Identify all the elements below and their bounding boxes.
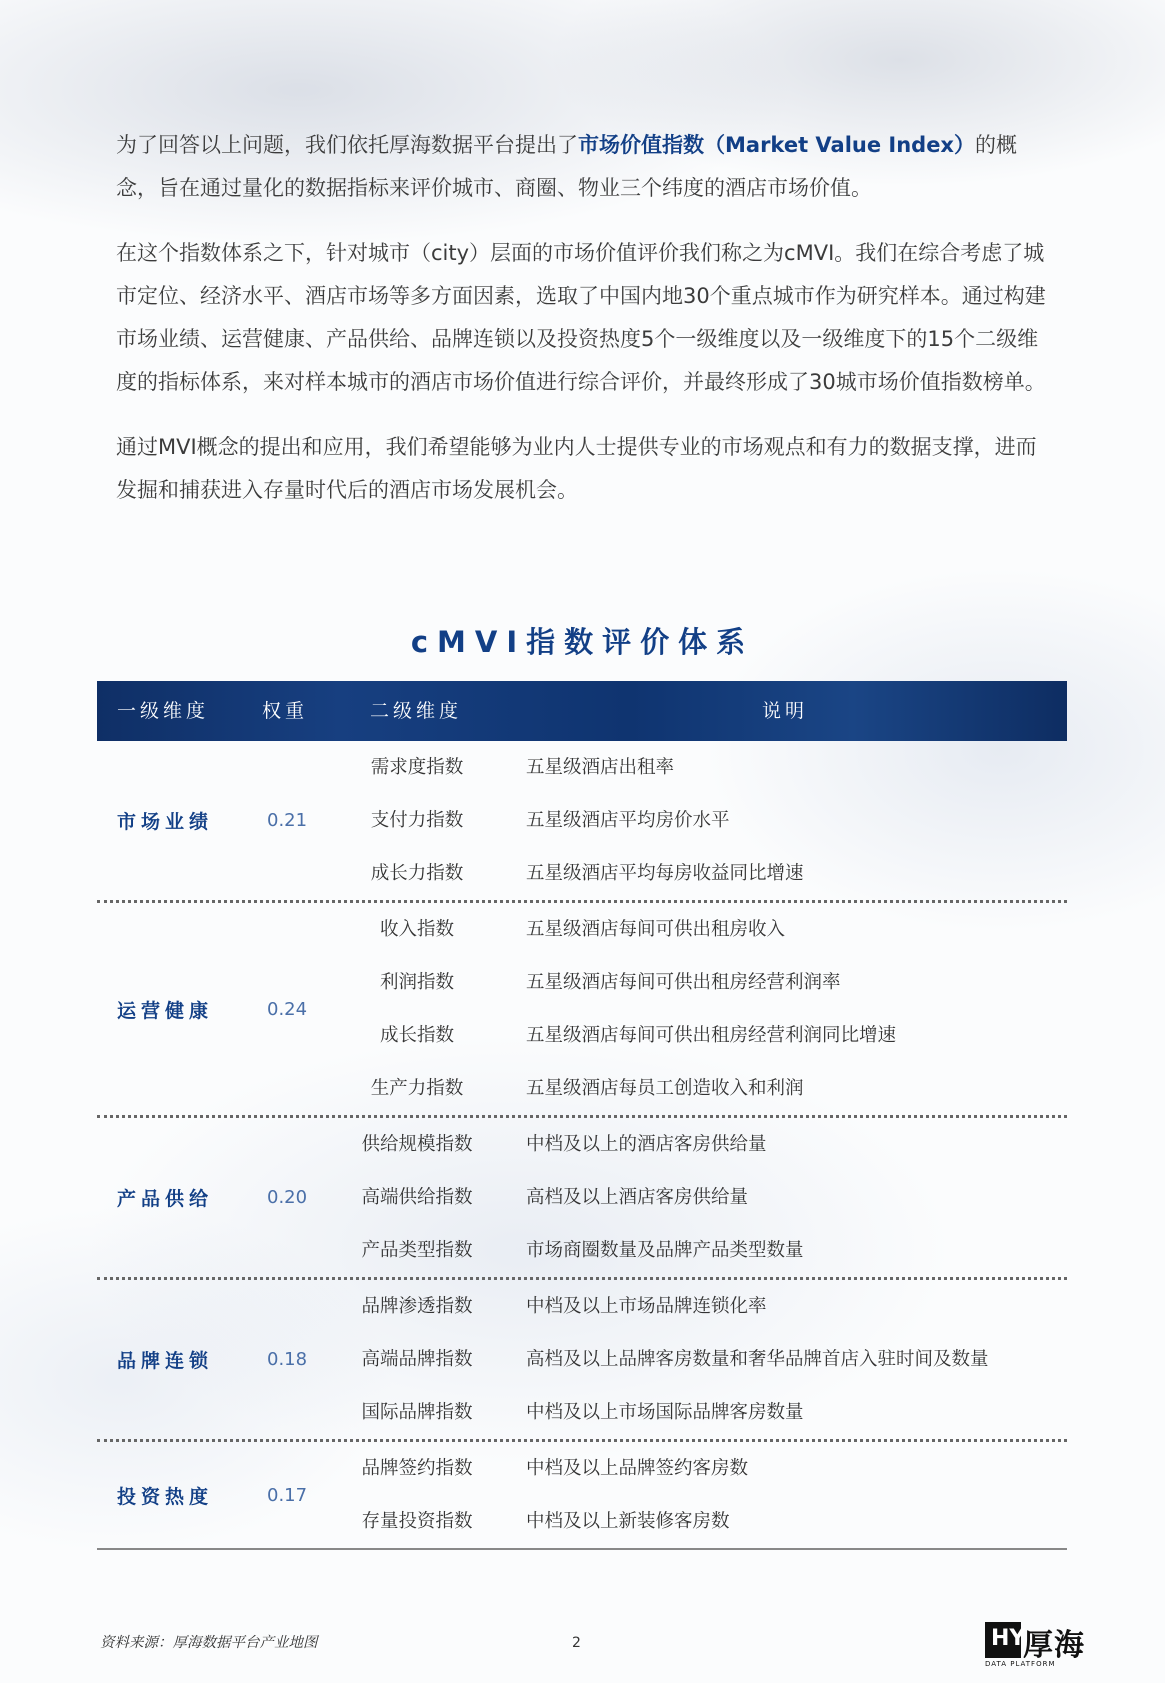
footer-source: 资料来源：厚海数据平台产业地图 bbox=[100, 1635, 318, 1651]
table-row bbox=[97, 1224, 1067, 1277]
dimension-weight: 0.18 bbox=[267, 1349, 308, 1370]
level2-dimension: 成长力指数 bbox=[370, 863, 464, 884]
level2-dimension: 高端品牌指数 bbox=[361, 1349, 473, 1370]
dimension-description: 中档及以上品牌签约客房数 bbox=[526, 1458, 749, 1479]
dimension-description: 五星级酒店平均房价水平 bbox=[526, 810, 730, 831]
table-row bbox=[97, 794, 1067, 847]
level2-dimension: 利润指数 bbox=[379, 972, 454, 993]
table-row bbox=[97, 741, 1067, 794]
dimension-description: 高档及以上酒店客房供给量 bbox=[526, 1187, 749, 1208]
level2-dimension: 品牌签约指数 bbox=[361, 1458, 473, 1479]
table-group bbox=[97, 903, 1067, 1118]
intro-paragraph-2: 在这个指数体系之下，针对城市（city）层面的市场价值评价我们称之为cMVI。我们在综合考虑了城市定位、经济水平、酒店市场等多方面因素，选取了中国内地30个重点城市作为研究样本。通过构建市场业绩、运营健康、产品供给、品牌连锁以及投资热度5个一级维度以及一级维度下的15个二级维度的指标体系，来对样本城市的酒店市场价值进行综合评价，并最终形成了30城市场价值指数榜单。 bbox=[116, 241, 1046, 394]
table-row bbox=[97, 1009, 1067, 1062]
header-weight: 权重 bbox=[262, 700, 309, 722]
table-group bbox=[97, 1280, 1067, 1442]
level1-dimension: 投资热度 bbox=[117, 1485, 214, 1508]
level2-dimension: 产品类型指数 bbox=[361, 1240, 473, 1261]
header-level2: 二级维度 bbox=[370, 700, 463, 722]
logo-name: 厚海 bbox=[1023, 1628, 1085, 1663]
table-row bbox=[97, 1495, 1067, 1548]
dimension-weight: 0.20 bbox=[267, 1187, 308, 1208]
intro-paragraph-1 bbox=[116, 124, 1054, 210]
table-row bbox=[97, 903, 1067, 956]
table-row bbox=[97, 847, 1067, 900]
level2-dimension: 存量投资指数 bbox=[361, 1511, 473, 1532]
table-group bbox=[97, 741, 1067, 903]
dimension-weight: 0.21 bbox=[267, 810, 308, 831]
dimension-description: 中档及以上新装修客房数 bbox=[526, 1511, 730, 1532]
intro-paragraph-3: 通过MVI概念的提出和应用，我们希望能够为业内人士提供专业的市场观点和有力的数据支撑，进而发掘和捕获进入存量时代后的酒店市场发展机会。 bbox=[116, 435, 1037, 502]
cmvi-table bbox=[97, 681, 1067, 1550]
intro-p1-text-end: 的概念，旨在通过量化的数据指标来评价城市、商圈、物业三个纬度的酒店市场价值。 bbox=[116, 133, 1017, 200]
dimension-weight: 0.17 bbox=[267, 1484, 308, 1506]
dimension-description: 市场商圈数量及品牌产品类型数量 bbox=[526, 1240, 804, 1261]
dimension-description: 高档及以上品牌客房数量和奢华品牌首店入驻时间及数量 bbox=[526, 1349, 989, 1370]
intro-text bbox=[116, 124, 1054, 534]
dimension-description: 中档及以上市场国际品牌客房数量 bbox=[526, 1402, 804, 1423]
level2-dimension: 生产力指数 bbox=[370, 1078, 464, 1099]
table-group bbox=[97, 1442, 1067, 1550]
table-row bbox=[97, 1442, 1067, 1495]
table-body bbox=[97, 741, 1067, 1550]
header-level1: 一级维度 bbox=[117, 700, 210, 722]
page-number: 2 bbox=[572, 1635, 581, 1651]
section-title: cMVI指数评价体系 bbox=[410, 625, 755, 659]
table-row bbox=[97, 1171, 1067, 1224]
dimension-description: 中档及以上的酒店客房供给量 bbox=[526, 1134, 767, 1155]
level2-dimension: 国际品牌指数 bbox=[361, 1402, 473, 1423]
level1-dimension: 市场业绩 bbox=[117, 811, 214, 833]
logo-tagline: DATA PLATFORM bbox=[985, 1660, 1056, 1668]
logo-mark-text: HY bbox=[991, 1626, 1026, 1651]
brand-logo bbox=[985, 1622, 1095, 1672]
dimension-description: 五星级酒店出租率 bbox=[526, 757, 675, 778]
level1-dimension: 品牌连锁 bbox=[117, 1350, 214, 1372]
logo-mark-icon bbox=[985, 1622, 1026, 1658]
dimension-weight: 0.24 bbox=[267, 998, 308, 1020]
table-row bbox=[97, 956, 1067, 1009]
level2-dimension: 高端供给指数 bbox=[361, 1187, 473, 1208]
table-row bbox=[97, 1062, 1067, 1115]
table-row bbox=[97, 1118, 1067, 1171]
dimension-description: 五星级酒店每间可供出租房经营利润率 bbox=[526, 972, 841, 993]
dimension-description: 五星级酒店每员工创造收入和利润 bbox=[526, 1078, 804, 1099]
table-group bbox=[97, 1118, 1067, 1280]
level2-dimension: 收入指数 bbox=[379, 919, 454, 940]
table-header bbox=[97, 681, 1067, 741]
level2-dimension: 品牌渗透指数 bbox=[361, 1296, 473, 1317]
level1-dimension: 产品供给 bbox=[117, 1188, 214, 1210]
intro-p1-highlight: 市场价值指数（Market Value Index） bbox=[578, 133, 975, 157]
level2-dimension: 支付力指数 bbox=[370, 810, 464, 831]
intro-p1-text: 为了回答以上问题，我们依托厚海数据平台提出了 bbox=[116, 133, 578, 157]
dimension-description: 中档及以上市场品牌连锁化率 bbox=[526, 1296, 767, 1317]
table-row bbox=[97, 1333, 1067, 1386]
level2-dimension: 供给规模指数 bbox=[361, 1134, 473, 1155]
table-row bbox=[97, 1386, 1067, 1439]
dimension-description: 五星级酒店平均每房收益同比增速 bbox=[526, 863, 804, 884]
dimension-description: 五星级酒店每间可供出租房收入 bbox=[526, 919, 786, 940]
level2-dimension: 成长指数 bbox=[379, 1025, 454, 1046]
dimension-description: 五星级酒店每间可供出租房经营利润同比增速 bbox=[526, 1025, 897, 1046]
header-desc: 说明 bbox=[762, 700, 809, 722]
level2-dimension: 需求度指数 bbox=[370, 757, 464, 778]
table-row bbox=[97, 1280, 1067, 1333]
level1-dimension: 运营健康 bbox=[117, 999, 214, 1022]
